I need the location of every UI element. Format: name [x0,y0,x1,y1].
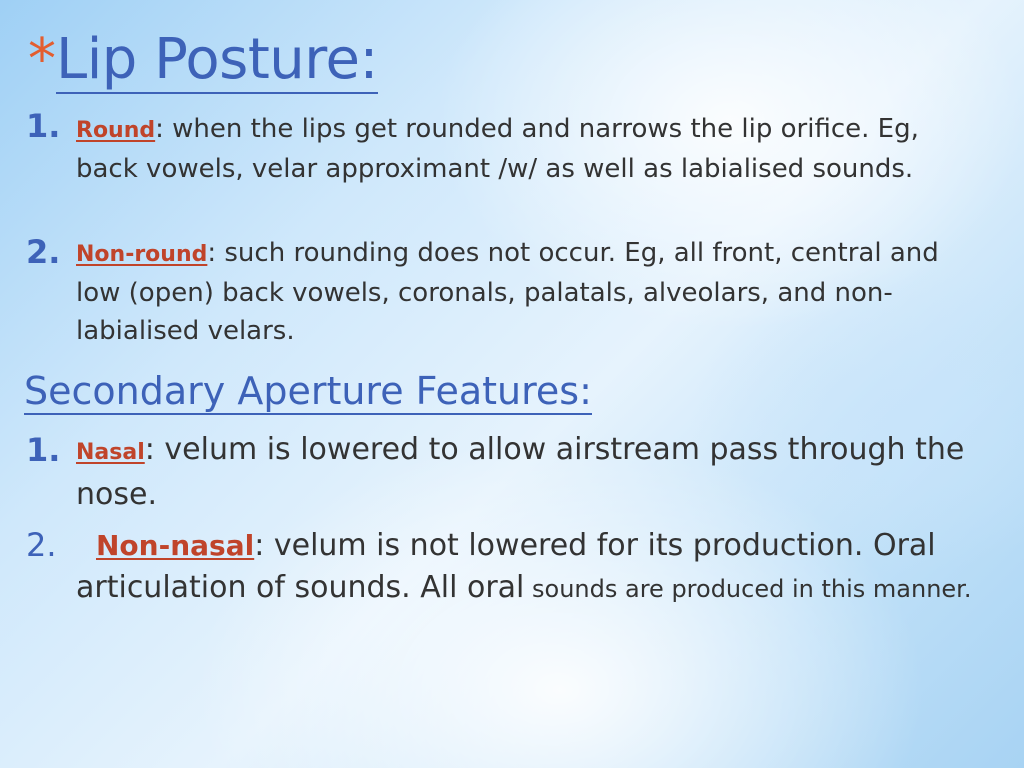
list-item-text [76,110,976,188]
list-number: 1. [26,431,61,469]
term-non-round: Non-round [76,242,208,267]
definition-non-round: : such rounding does not occur. Eg, all front, central and low (open) back vowels, coronals, palatals, alveolars, and non-labialised velars. [76,238,939,346]
list-item-text [76,429,1006,516]
section-heading [24,365,592,417]
slide-title [28,22,378,98]
list-number: 1. [26,107,61,145]
list-number: 2. [26,526,57,564]
definition-non-nasal-small: sounds are produced in this manner. [524,575,972,603]
section-heading-text: Secondary Aperture Features: [24,369,592,413]
definition-non-nasal: : velum is not lowered for its production. Oral articulation of sounds. All oral [76,528,936,605]
term-nasal: Nasal [76,440,145,465]
list-item-text [76,525,996,610]
definition-round: : when the lips get rounded and narrows the lip orifice. Eg, back vowels, velar approximant /w/ as well as labialised sounds. [76,114,919,184]
definition-nasal: : velum is lowered to allow airstream pass through the nose. [76,432,965,512]
title-asterisk: * [28,27,56,92]
term-round: Round [76,118,156,143]
list-number: 2. [26,233,61,271]
title-text: Lip Posture: [56,27,378,92]
term-non-nasal: Non-nasal [96,529,255,562]
list-item-text [76,234,976,350]
